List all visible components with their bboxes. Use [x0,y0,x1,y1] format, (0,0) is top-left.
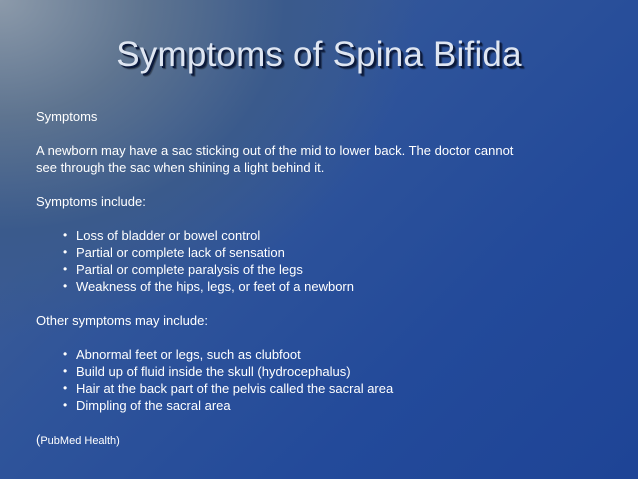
list-item: • Loss of bladder or bowel control [63,228,261,243]
bullet-icon: • [63,364,68,378]
list-item: • Abnormal feet or legs, such as clubfoot [63,347,301,362]
intro-text-line-2: see through the sac when shining a light behind it. [36,160,325,175]
symptoms-list [36,227,606,295]
list-item: • Hair at the back part of the pelvis called the sacral area [63,381,394,396]
bullet-icon: • [63,245,68,259]
bullet-icon: • [63,228,68,242]
citation-open: ( [36,432,41,447]
citation [36,431,606,450]
bullet-icon: • [63,262,68,276]
symptoms-label: Symptoms include: [36,194,146,209]
list-item: • Build up of fluid inside the skull (hydrocephalus) [63,364,351,379]
slide-body [36,108,606,450]
intro-text-line-1: A newborn may have a sac sticking out of the mid to lower back. The doctor cannot [36,143,514,158]
list-item: • Partial or complete lack of sensation [63,245,285,260]
bullet-icon: • [63,347,68,361]
section-heading: Symptoms [36,109,98,124]
bullet-icon: • [63,398,68,412]
bullet-icon: • [63,381,68,395]
list-item: • Dimpling of the sacral area [63,398,231,413]
list-item: • Partial or complete paralysis of the legs [63,262,303,277]
list-item: • Weakness of the hips, legs, or feet of a newborn [63,279,354,294]
other-symptoms-list [36,346,606,414]
other-symptoms-label: Other symptoms may include: [36,313,208,328]
citation-source: PubMed Health) [40,435,120,447]
bullet-icon: • [63,279,68,293]
slide-title: Symptoms of Spina Bifida [116,35,522,74]
